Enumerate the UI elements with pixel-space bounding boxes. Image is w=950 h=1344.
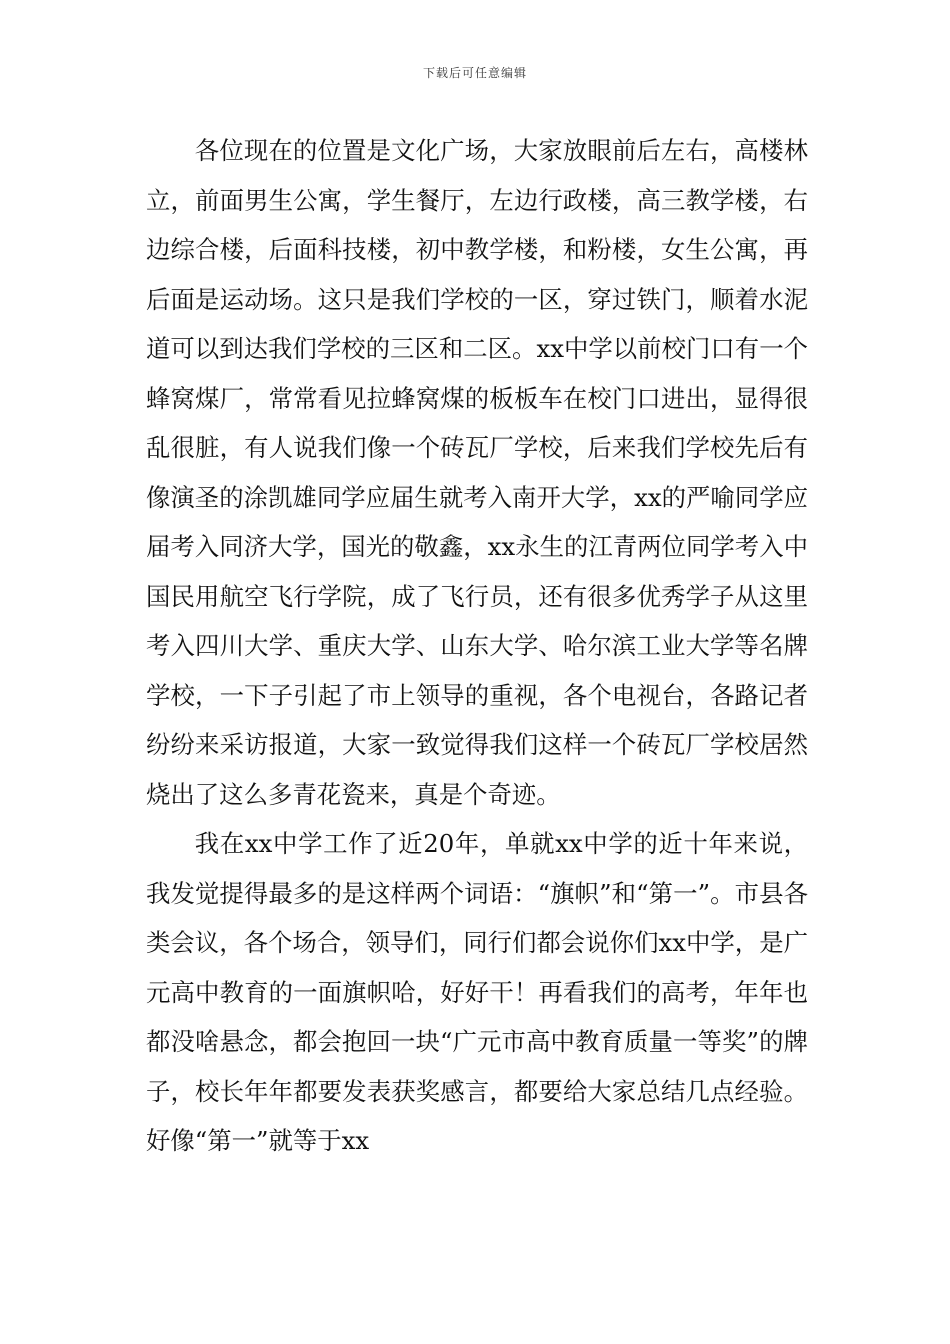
paragraph-1: 各位现在的位置是文化广场，大家放眼前后左右，高楼林立，前面男生公寓，学生餐厅，左边行政楼，高三教学楼，右边综合楼，后面科技楼，初中教学楼，和粉楼，女生公寓，再后面是运动场。这只是我们学校的一区，穿过铁门，顺着水泥道可以到达我们学校的三区和二区。xx中学以前校门口有一个蜂窝煤厂，常常看见拉蜂窝煤的板板车在校门口进出，显得很乱很脏，有人说我们像一个砖瓦厂学校，后来我们学校先后有像演圣的涂凯雄同学应届生就考入南开大学，xx的严喻同学应届考入同济大学，国光的敬鑫，xx永生的江青两位同学考入中国民用航空飞行学院，成了飞行员，还有很多优秀学子从这里考入四川大学、重庆大学、山东大学、哈尔滨工业大学等名牌学校，一下子引起了市上领导的重视，各个电视台，各路记者纷纷来采访报道，大家一致觉得我们这样一个砖瓦厂学校居然烧出了这么多青花瓷来，真是个奇迹。 xyxy=(146,136,808,809)
header-note: 下载后可任意编辑 xyxy=(422,66,527,80)
document-body xyxy=(146,126,808,1166)
paragraph-2: 我在xx中学工作了近20年，单就xx中学的近十年来说，我发觉提得最多的是这样两个词语：“旗帜”和“第一”。市县各类会议，各个场合，领导们，同行们都会说你们xx中学，是广元高中教育的一面旗帜哈，好好干！再看我们的高考，年年也都没啥悬念，都会抱回一块“广元市高中教育质量一等奖”的牌子，校长年年都要发表获奖感言，都要给大家总结几点经验。好像“第一”就等于xx xyxy=(146,829,808,1155)
